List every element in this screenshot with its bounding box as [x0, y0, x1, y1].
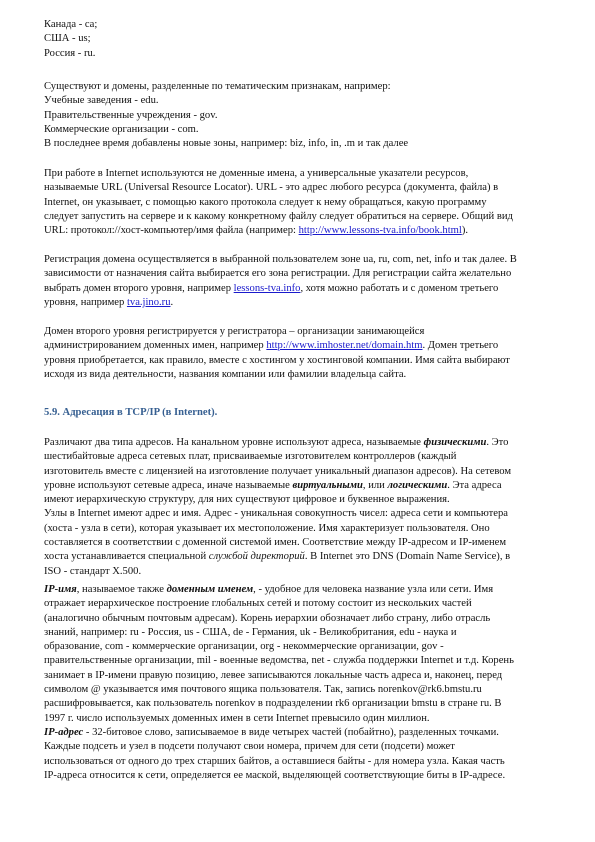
text: выбрать домен второго уровня, например: [44, 282, 234, 294]
thematic-domains-paragraph: [44, 80, 574, 151]
paragraph-line: изготовитель вместе с лицензией на изготовление получает уникальный диапазон адресов). На сетевом: [44, 465, 512, 477]
registrar-paragraph: [44, 325, 574, 382]
term: IP-адрес: [44, 727, 84, 738]
paragraph-line: (хоста - узла в сети), которая указывает их местоположение. Имя характеризует пользователя. Оно: [44, 522, 490, 534]
emphasis: виртуальными: [292, 479, 363, 491]
text: , называемое также: [76, 584, 167, 595]
text: . Эта адреса: [447, 479, 502, 491]
paragraph-line: Регистрация домена осуществляется в выбранной пользователем зоне ua, ru, com, net, info и так далее. В: [44, 254, 517, 265]
paragraph-line: зависимости от назначения сайта выбирается его зона регистрации. Для регистрации сайта желательно: [44, 268, 512, 280]
term: IP-имя: [44, 584, 77, 595]
paragraph-line: уровня приобретается, как правило, вместе с хостингом у хостинговой компании. Имя сайта выбирают: [44, 354, 510, 366]
list-item: Учебные заведения - edu.: [44, 95, 159, 107]
paragraph-line: Internet, он указывает, с помощью какого протокола следует к нему обращаться, какую программу: [44, 196, 487, 208]
paragraph-line: правительственные организации, mil - военные ведомства, net - служба поддержки Internet и т.д. Корень: [44, 655, 514, 667]
book-url-link[interactable]: http://www.lessons-tva.info/book.html: [298, 225, 462, 237]
ip-address-paragraph: [44, 726, 574, 783]
text: уровне используют сетевые адреса, иначе называемые: [44, 479, 293, 491]
emphasis: службой директорий: [208, 551, 305, 563]
addressing-paragraph: [44, 436, 574, 579]
paragraph-line: [44, 224, 574, 238]
paragraph-line: называемые URL (Universal Resource Locator). URL - это адрес любого ресурса (документа, файла) в: [44, 182, 499, 194]
paragraph-line: составляется в соответствии с доменной системой имен. Соответствие между IP-адресом и IP-именем: [44, 537, 507, 549]
text: , - удобное для человека название узла или сети. Имя: [253, 584, 494, 595]
paragraph-line: [44, 296, 574, 310]
tva-jino-link[interactable]: tva.jino.ru: [126, 296, 171, 308]
text: , или: [362, 479, 388, 491]
text: Различают два типа адресов. На канальном уровне используют адреса, называемые: [44, 437, 424, 448]
paragraph-line: [44, 726, 574, 740]
list-item: США - us;: [44, 33, 91, 45]
text: URL: протокол://хост-компьютер/имя файла (например:: [44, 225, 299, 237]
list-item: В последнее время добавлены новые зоны, например: biz, info, in, .m и так далее: [44, 138, 409, 150]
ip-name-paragraph: [44, 583, 574, 726]
emphasis: физическими: [423, 437, 487, 448]
paragraph-line: исходя из вида деятельности, названия компании или фамилии владельца сайта.: [44, 368, 407, 380]
url-paragraph: [44, 167, 574, 238]
paragraph-line: [44, 282, 574, 296]
text: - 32-битовое слово, записываемое в виде четырех частей (побайтно), разделенных точками.: [83, 727, 499, 738]
paragraph-line: [44, 583, 574, 597]
paragraph-line: знаний, например: ru - Россия, us - США, de - Германия, uk - Великобритания, edu - наука и: [44, 626, 457, 638]
text: . Домен третьего: [422, 340, 499, 352]
lessons-tva-link[interactable]: lessons-tva.info: [233, 282, 301, 294]
list-item: Канада - ca;: [44, 19, 98, 30]
paragraph-line: (аналогично обычным почтовым адресам). Корень иерархии обозначает либо страну, либо отрасль: [44, 612, 491, 624]
registration-paragraph: [44, 253, 574, 310]
text: администрированием доменных имен, например: [44, 340, 267, 352]
paragraph-line: символом @ указывается имя почтового ящика пользователя. Так, запись norenkov@rk6.bmstu.ru: [44, 684, 482, 696]
imhoster-link[interactable]: http://www.imhoster.net/domain.htm: [266, 340, 423, 352]
emphasis: логическими: [387, 479, 448, 491]
paragraph-line: [44, 436, 574, 450]
paragraph-line: [44, 550, 574, 564]
paragraph-line: [44, 339, 574, 353]
paragraph-line: использоваться от одного до трех старших байтов, а оставшиеся байты - для номера узла. Какая часть: [44, 755, 505, 767]
paragraph-line: ISO - стандарт Х.500.: [44, 565, 142, 577]
text: , хотя можно работать и с доменом третьего: [300, 282, 499, 294]
paragraph-line: Существуют и домены, разделенные по тематическим признакам, например:: [44, 81, 391, 92]
paragraph-line: Каждые подсеть и узел в подсети получают свои номера, причем для сети (подсети) может: [44, 741, 455, 753]
paragraph-line: IP-адреса относится к сети, определяется ее маской, выделяющей соответствующие биты в IP-адресе.: [44, 769, 506, 781]
paragraph-line: занимает в IP-имени правую позицию, левее записываются локальные часть адреса и, наконец, перед: [44, 669, 503, 681]
paragraph-line: следует запустить на сервере и к какому конкретному файлу следует обратиться на сервере. Общий вид: [44, 210, 513, 222]
paragraph-line: расшифровывается, как пользователь norenkov в подразделении rk6 организации bmstu в стране ru. В: [44, 698, 502, 710]
paragraph-line: Домен второго уровня регистрируется у регистратора – организации занимающейся: [44, 326, 425, 337]
text: уровня, например: [44, 296, 127, 308]
paragraph-line: Узлы в Internet имеют адрес и имя. Адрес - уникальная совокупность чисел: адреса сети и компьютера: [44, 508, 508, 520]
paragraph-line: При работе в Internet используются не доменные имена, а универсальные указатели ресурсов,: [44, 168, 469, 179]
text: . Это: [486, 437, 509, 448]
paragraph-line: [44, 479, 574, 493]
text: хоста устанавливается специальной: [44, 551, 209, 563]
list-item: Россия - ru.: [44, 47, 96, 59]
paragraph-line: 1997 г. число используемых доменных имен в сети Internet превысило один миллион.: [44, 712, 430, 724]
paragraph-line: имеют иерархическую структуру, для них существуют цифровое и буквенное выражения.: [44, 494, 450, 506]
paragraph-line: образование, com - коммерческие организации, org - некоммерческие организации, gov -: [44, 641, 444, 653]
list-item: Коммерческие организации - com.: [44, 123, 199, 135]
term: доменным именем: [166, 584, 254, 595]
list-item: Правительственные учреждения - gov.: [44, 109, 218, 121]
country-domain-list: [44, 18, 574, 61]
section-heading: 5.9. Адресация в TCP/IP (в Internet).: [44, 407, 218, 418]
paragraph-line: шестибайтовые адреса сетевых плат, присваиваемые изготовителем контроллеров (каждый: [44, 451, 457, 463]
text: .: [170, 296, 174, 308]
text: ).: [461, 225, 469, 237]
text: . В Internet это DNS (Domain Name Service), в: [304, 551, 511, 563]
paragraph-line: отражает иерархическое построение глобальных сетей и потому состоит из нескольких частей: [44, 598, 472, 610]
